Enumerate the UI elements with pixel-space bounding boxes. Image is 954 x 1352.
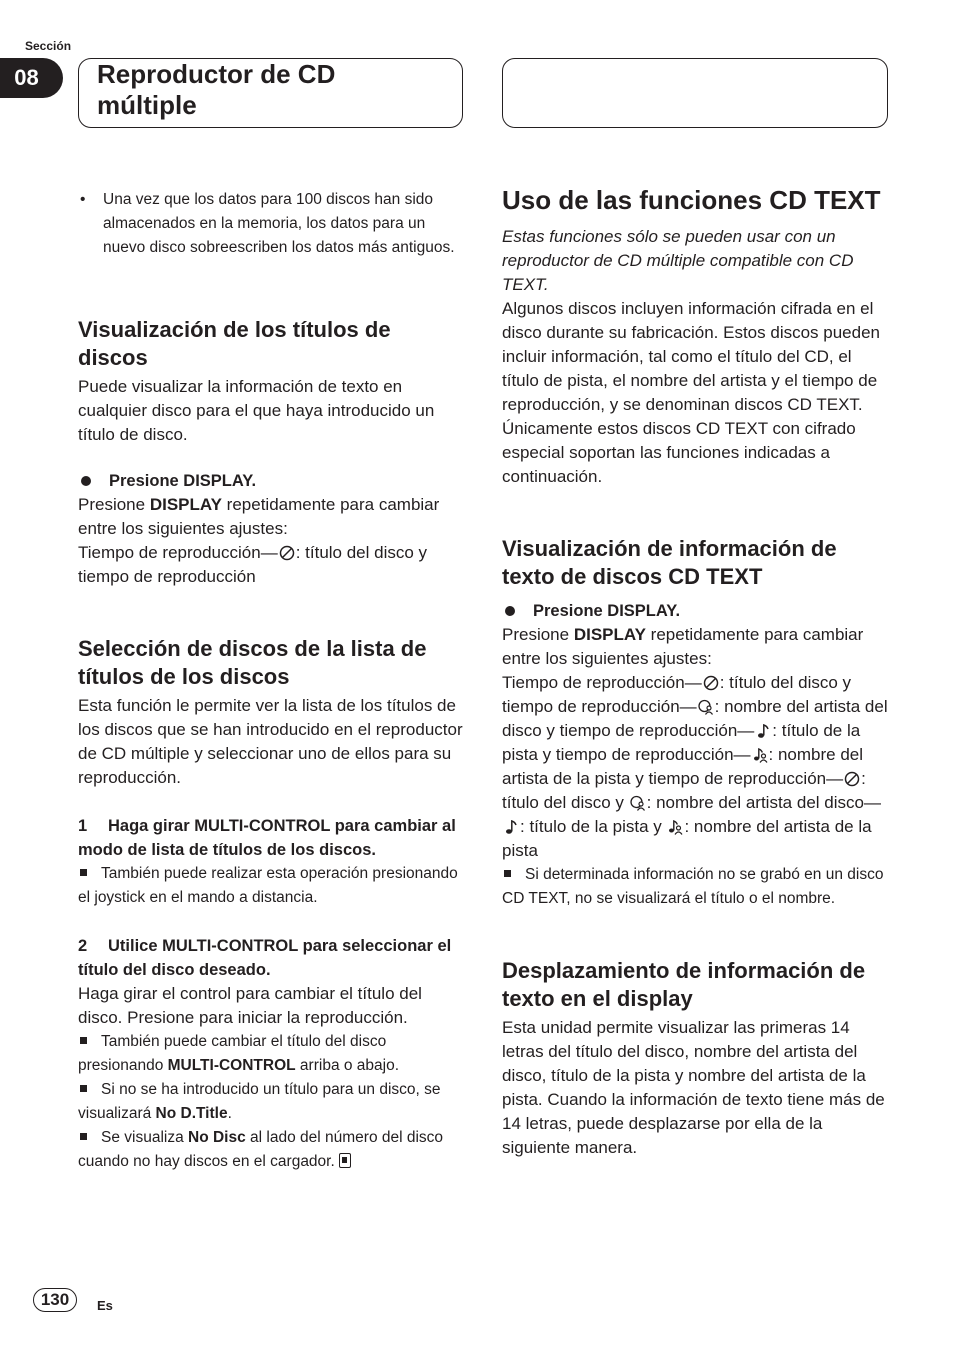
- end-mark-icon: [339, 1153, 351, 1168]
- step-1-note: [78, 862, 464, 910]
- no-d-title-label: No D.Title: [155, 1105, 228, 1122]
- sequence-text: : título del disco y: [502, 769, 866, 812]
- sequence-text: : título de la pista y: [520, 817, 667, 836]
- note-text: arriba o abajo.: [295, 1057, 400, 1074]
- press-post: repetidamente para cambiar entre los siguientes ajustes:: [78, 495, 440, 538]
- heading-disc-titles: Visualización de los títulos de discos: [78, 317, 391, 370]
- step-bullet-icon: [505, 606, 515, 616]
- note-square-icon: [80, 869, 87, 876]
- note-text: al lado del número del disco cuando no hay discos en el cargador.: [78, 1129, 444, 1170]
- sequence-text: : título del disco y tiempo de reproducción—: [502, 673, 852, 716]
- step-text: Haga girar MULTI-CONTROL para cambiar al modo de lista de títulos de los discos.: [78, 817, 456, 859]
- header-blank-frame: [502, 58, 888, 128]
- no-disc-label: No Disc: [188, 1129, 246, 1146]
- disc-artist-icon: [698, 699, 714, 715]
- sequence-text: : nombre del artista del disco—: [646, 793, 881, 812]
- step-press-display: [78, 469, 464, 493]
- track-artist-icon: [667, 819, 683, 835]
- sequence-text: : nombre del artista de la pista: [502, 817, 872, 860]
- disc-icon: [279, 545, 295, 561]
- step-2-note-2: [78, 1078, 464, 1126]
- language-code: Es: [97, 1298, 113, 1313]
- section-number-badge: 08: [0, 58, 63, 98]
- sequence-text: : nombre del artista del disco y tiempo de reproducción—: [502, 697, 888, 740]
- step-bullet-icon: [81, 476, 91, 486]
- note-square-icon: [504, 870, 511, 877]
- disc-titles-body: Puede visualizar la información de texto en cualquier disco para el que haya introducido un título de disco.: [78, 377, 435, 444]
- heading-cd-text-display: Visualización de información de texto de discos CD TEXT: [502, 536, 837, 589]
- note-text: .: [227, 1105, 232, 1122]
- step-2-body: Haga girar el control para cambiar el título del disco. Presione para iniciar la reproducción.: [78, 984, 422, 1027]
- bullet-dot: •: [80, 191, 86, 208]
- sequence-text: : nombre del artista de la pista y tiempo de reproducción—: [502, 745, 864, 788]
- chapter-title: Reproductor de CD múltiple: [97, 59, 336, 120]
- heading-scroll-text: Desplazamiento de información de texto en el display: [502, 958, 866, 1011]
- multi-control-label: MULTI-CONTROL: [167, 1057, 296, 1074]
- press-pre: Presione: [502, 625, 574, 644]
- note-text: Si no se ha introducido un título para un disco, se visualizará: [78, 1081, 441, 1122]
- track-artist-icon: [752, 747, 768, 763]
- step-2-note-3: [78, 1126, 464, 1174]
- option-text: Tiempo de reproducción—: [78, 543, 278, 562]
- press-post: repetidamente para cambiar entre los siguientes ajustes:: [502, 625, 864, 668]
- scroll-text-body: Esta unidad permite visualizar las primeras 14 letras del título del disco, nombre del artista del disco, título de la pista y nombre del artista de la pista. Cuando la información de texto tiene más de 14 letras, puede desplazarse por ella de la siguiente manera.: [502, 1018, 885, 1157]
- track-icon: [755, 723, 771, 739]
- note-square-icon: [80, 1133, 87, 1140]
- cd-text-intro-italic: Estas funciones sólo se pueden usar con un reproductor de CD múltiple compatible con CD TEXT.: [502, 227, 854, 294]
- display-key-label: DISPLAY: [149, 495, 222, 514]
- press-display-body: [78, 493, 464, 541]
- step-text: Utilice MULTI-CONTROL para seleccionar el título del disco deseado.: [78, 937, 452, 979]
- note-text: Si determinada información no se grabó en un disco CD TEXT, no se visualizará el título o el nombre.: [502, 866, 884, 907]
- display-options: [78, 541, 464, 589]
- step-text: Presione DISPLAY.: [533, 602, 681, 620]
- disc-list-body: Esta función le permite ver la lista de los títulos de los discos que se han introducido en el reproductor de CD múltiple y seleccionar uno de ellos para su reproducción.: [78, 696, 463, 787]
- right-column: [502, 183, 888, 1160]
- display-key-label: DISPLAY: [573, 625, 646, 644]
- note-text: También puede cambiar el título del disco presionando: [78, 1033, 387, 1074]
- disc-icon: [844, 771, 860, 787]
- section-label: Sección: [25, 39, 72, 53]
- disc-artist-icon: [630, 795, 646, 811]
- press-display-body: [502, 623, 888, 671]
- cd-text-note: [502, 863, 888, 911]
- heading-disc-list: Selección de discos de la lista de títulos de los discos: [78, 636, 427, 689]
- intro-bullet-text: Una vez que los datos para 100 discos han sido almacenados en la memoria, los datos para un nuevo disco sobreescriben los datos más antiguos.: [103, 191, 455, 256]
- sequence-text: Tiempo de reproducción—: [502, 673, 702, 692]
- step-2-note-1: [78, 1030, 464, 1078]
- track-icon: [503, 819, 519, 835]
- intro-bullet: [78, 188, 464, 260]
- option-text: : título del disco y tiempo de reproducción: [78, 543, 428, 586]
- cd-text-display-sequence: [502, 671, 888, 863]
- step-number: 1: [78, 817, 88, 835]
- step-text: Presione DISPLAY.: [109, 472, 257, 490]
- step-number: 2: [78, 937, 88, 955]
- note-square-icon: [80, 1037, 87, 1044]
- disc-icon: [703, 675, 719, 691]
- page-number: 130: [33, 1288, 77, 1312]
- step-2: [78, 934, 464, 982]
- heading-cd-text: Uso de las funciones CD TEXT: [502, 185, 881, 215]
- note-text: Se visualiza: [101, 1129, 189, 1146]
- step-1: [78, 814, 464, 862]
- left-column: [78, 188, 464, 1174]
- press-pre: Presione: [78, 495, 150, 514]
- note-square-icon: [80, 1085, 87, 1092]
- note-text: También puede realizar esta operación presionando el joystick en el mando a distancia.: [78, 865, 458, 906]
- sequence-text: : título de la pista y tiempo de reproducción—: [502, 721, 861, 764]
- step-press-display: [502, 599, 888, 623]
- cd-text-intro-body: Algunos discos incluyen información cifrada en el disco durante su fabricación. Estos discos pueden incluir información, tal como el título del CD, el título de pista, el nombre del artista y el tiempo de reproducción, y se denominan discos CD TEXT. Únicamente estos discos CD TEXT con cifrado especial soportan las funciones indicadas a continuación.: [502, 299, 881, 486]
